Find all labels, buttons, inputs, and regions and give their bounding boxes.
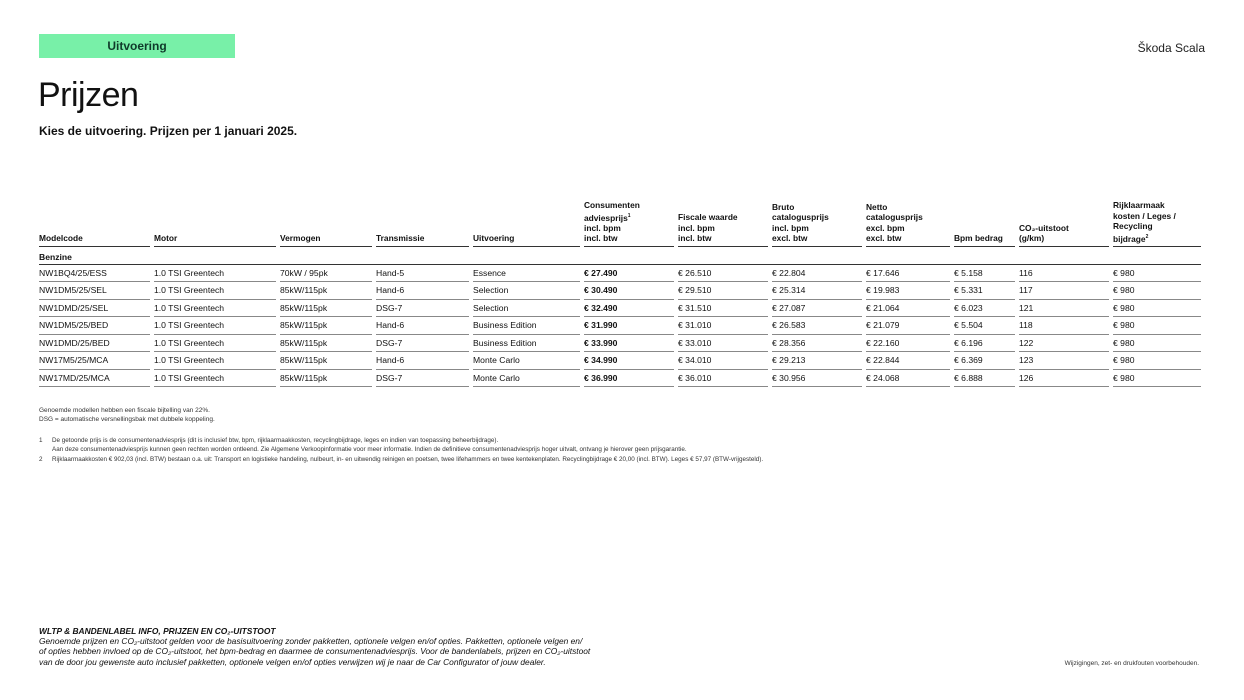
table-cell bbox=[154, 352, 280, 370]
table-cell bbox=[280, 282, 376, 300]
column-header-line: Rijklaarmaak bbox=[1113, 200, 1165, 210]
cell-value: 85kW/115pk bbox=[280, 370, 372, 388]
cell-value: € 980 bbox=[1113, 300, 1201, 318]
table-cell bbox=[376, 370, 473, 388]
table-cell bbox=[39, 335, 154, 353]
table-cell bbox=[772, 370, 866, 388]
table-cell bbox=[154, 370, 280, 388]
cell-value: Essence bbox=[473, 265, 580, 283]
page-subtitle: Kies de uitvoering. Prijzen per 1 januari 2025. bbox=[39, 124, 298, 138]
cell-value: € 31.990 bbox=[584, 317, 674, 335]
column-header-label bbox=[866, 202, 950, 247]
table-cell bbox=[376, 317, 473, 335]
cell-value: 85kW/115pk bbox=[280, 300, 372, 318]
table-row bbox=[39, 265, 1205, 283]
table-cell bbox=[1113, 370, 1205, 388]
cell-value: 70kW / 95pk bbox=[280, 265, 372, 283]
column-header bbox=[772, 200, 866, 250]
table-cell bbox=[473, 317, 584, 335]
table-cell bbox=[772, 335, 866, 353]
table-cell bbox=[1019, 300, 1113, 318]
column-header-label bbox=[678, 212, 768, 247]
cell-value: 116 bbox=[1019, 265, 1109, 283]
column-header bbox=[954, 200, 1019, 250]
footnote-ref: 2 bbox=[1145, 233, 1149, 240]
cell-value: € 6.196 bbox=[954, 335, 1015, 353]
cell-value: € 6.888 bbox=[954, 370, 1015, 388]
cell-value: Hand-6 bbox=[376, 352, 469, 370]
section-tab-label: Uitvoering bbox=[107, 39, 167, 53]
cell-value: € 32.490 bbox=[584, 300, 674, 318]
cell-value: € 980 bbox=[1113, 352, 1201, 370]
cell-value: € 28.356 bbox=[772, 335, 862, 353]
table-cell bbox=[39, 282, 154, 300]
cell-value: € 980 bbox=[1113, 265, 1201, 283]
group-row bbox=[39, 250, 1205, 265]
cell-value: Monte Carlo bbox=[473, 370, 580, 388]
cell-value: € 34.010 bbox=[678, 352, 768, 370]
cell-value: € 31.510 bbox=[678, 300, 768, 318]
table-cell bbox=[678, 352, 772, 370]
table-cell bbox=[954, 317, 1019, 335]
cell-value: NW1DMD/25/SEL bbox=[39, 300, 150, 318]
table-cell bbox=[866, 370, 954, 388]
table-cell bbox=[376, 265, 473, 283]
cell-value: 118 bbox=[1019, 317, 1109, 335]
table-cell bbox=[473, 352, 584, 370]
table-cell bbox=[39, 265, 154, 283]
table-cell bbox=[39, 352, 154, 370]
table-cell bbox=[584, 352, 678, 370]
cell-value: Hand-6 bbox=[376, 317, 469, 335]
wltp-line: van de door jou gewenste auto inclusief pakketten, optionele velgen en/of opties verwijzen wij je naar de Car Configurator of jouw dealer. bbox=[39, 656, 546, 667]
table-cell bbox=[154, 265, 280, 283]
cell-value: 117 bbox=[1019, 282, 1109, 300]
table-cell bbox=[154, 335, 280, 353]
cell-value: € 980 bbox=[1113, 370, 1201, 388]
cell-value: € 24.068 bbox=[866, 370, 950, 388]
cell-value: € 5.331 bbox=[954, 282, 1015, 300]
column-header bbox=[376, 200, 473, 250]
cell-value: 85kW/115pk bbox=[280, 282, 372, 300]
cell-value: Business Edition bbox=[473, 317, 580, 335]
table-cell bbox=[154, 317, 280, 335]
table-cell bbox=[280, 352, 376, 370]
column-header-label bbox=[154, 233, 276, 247]
column-header-label bbox=[1113, 200, 1201, 247]
table-cell bbox=[1113, 335, 1205, 353]
table-cell bbox=[584, 265, 678, 283]
table-cell bbox=[1019, 352, 1113, 370]
table-cell bbox=[866, 282, 954, 300]
table-cell bbox=[1113, 300, 1205, 318]
table-cell bbox=[1019, 282, 1113, 300]
cell-value: € 27.490 bbox=[584, 265, 674, 283]
cell-value: € 980 bbox=[1113, 335, 1201, 353]
cell-value: € 5.504 bbox=[954, 317, 1015, 335]
cell-value: € 6.023 bbox=[954, 300, 1015, 318]
cell-value: NW1DMD/25/BED bbox=[39, 335, 150, 353]
column-header-line: Bpm bedrag bbox=[954, 233, 1003, 244]
cell-value: € 30.490 bbox=[584, 282, 674, 300]
cell-value: DSG-7 bbox=[376, 370, 469, 388]
column-header-line: CO₂-uitstoot bbox=[1019, 222, 1069, 233]
column-header-label bbox=[584, 200, 674, 247]
cell-value: NW1BQ4/25/ESS bbox=[39, 265, 150, 283]
column-header-line: Consumenten bbox=[584, 200, 640, 210]
table-cell bbox=[280, 300, 376, 318]
column-header-line: incl. bpm bbox=[678, 222, 715, 233]
table-cell bbox=[678, 317, 772, 335]
cell-value: 85kW/115pk bbox=[280, 317, 372, 335]
price-table bbox=[39, 200, 1205, 387]
table-cell bbox=[866, 317, 954, 335]
table-cell bbox=[866, 335, 954, 353]
cell-value: € 980 bbox=[1113, 317, 1201, 335]
cell-value: € 31.010 bbox=[678, 317, 768, 335]
column-header-line: Netto bbox=[866, 201, 888, 212]
column-header bbox=[1019, 200, 1113, 250]
cell-value: € 33.010 bbox=[678, 335, 768, 353]
table-row bbox=[39, 317, 1205, 335]
column-header-line: kosten / Leges / bbox=[1113, 210, 1176, 221]
table-cell bbox=[39, 300, 154, 318]
cell-value: 1.0 TSI Greentech bbox=[154, 335, 276, 353]
column-header-line: excl. bpm bbox=[866, 222, 905, 233]
cell-value: € 26.510 bbox=[678, 265, 768, 283]
footnote-ref: 1 bbox=[627, 212, 631, 219]
cell-value: € 26.583 bbox=[772, 317, 862, 335]
cell-value: Business Edition bbox=[473, 335, 580, 353]
table-cell bbox=[866, 352, 954, 370]
table-cell bbox=[678, 300, 772, 318]
cell-value: € 6.369 bbox=[954, 352, 1015, 370]
cell-value: Hand-6 bbox=[376, 282, 469, 300]
column-header-line: catalogusprijs bbox=[772, 212, 829, 223]
column-header-line: adviesprijs$^1$ bbox=[584, 212, 631, 223]
footnote-line: Rijklaarmaakkosten € 902,03 (incl. BTW) bestaan o.a. uit: Transport en logistieke handeling, nulbeurt, in- en uitwendig reinigen en poetsen, twee lifehammers en twee kentekenplaten. Recyclingbijdrage € 20,00 (incl. BTW). Leges € 57,97 (BTW-vrijgesteld). bbox=[52, 455, 764, 463]
cell-value: € 21.064 bbox=[866, 300, 950, 318]
wltp-info bbox=[39, 626, 639, 667]
section-tab bbox=[39, 34, 235, 58]
table-cell bbox=[772, 300, 866, 318]
table-cell bbox=[772, 265, 866, 283]
column-header-label bbox=[39, 233, 150, 247]
cell-value: € 27.087 bbox=[772, 300, 862, 318]
column-header-label bbox=[1019, 223, 1109, 247]
table-cell bbox=[280, 317, 376, 335]
cell-value: € 22.804 bbox=[772, 265, 862, 283]
table-cell bbox=[866, 265, 954, 283]
column-header-line: incl. bpm bbox=[584, 222, 621, 233]
table-cell bbox=[954, 300, 1019, 318]
column-header-line: Vermogen bbox=[280, 233, 321, 244]
table-row bbox=[39, 370, 1205, 388]
cell-value: 85kW/115pk bbox=[280, 335, 372, 353]
footnote-line: De getoonde prijs is de consumentenadviesprijs (dit is inclusief btw, bpm, rijklaarmaakkosten, recyclingbijdrage, leges en indien van toepassing beheerbijdrage). bbox=[52, 437, 499, 444]
table-cell bbox=[1113, 282, 1205, 300]
cell-value: 126 bbox=[1019, 370, 1109, 388]
table-cell bbox=[772, 352, 866, 370]
table-cell bbox=[1113, 265, 1205, 283]
note-line: Genoemde modellen hebben een fiscale bijtelling van 22%. bbox=[39, 407, 210, 414]
disclaimer: Wijzigingen, zet- en drukfouten voorbehouden. bbox=[1064, 660, 1199, 667]
cell-value: € 29.213 bbox=[772, 352, 862, 370]
cell-value: Hand-5 bbox=[376, 265, 469, 283]
cell-value: Selection bbox=[473, 300, 580, 318]
cell-value: 123 bbox=[1019, 352, 1109, 370]
table-cell bbox=[473, 282, 584, 300]
column-header-line: catalogusprijs bbox=[866, 212, 923, 223]
table-row bbox=[39, 352, 1205, 370]
table-cell bbox=[154, 282, 280, 300]
cell-value: € 36.990 bbox=[584, 370, 674, 388]
column-header bbox=[1113, 200, 1205, 250]
table-cell bbox=[584, 370, 678, 388]
table-cell bbox=[772, 282, 866, 300]
table-cell bbox=[954, 352, 1019, 370]
wltp-heading: WLTP & BANDENLABEL INFO, PRIJZEN EN CO₂-UITSTOOT bbox=[39, 626, 276, 636]
table-cell bbox=[376, 282, 473, 300]
column-header-line: bijdrage$^2$ bbox=[1113, 233, 1149, 244]
table-cell bbox=[280, 265, 376, 283]
cell-value: 1.0 TSI Greentech bbox=[154, 352, 276, 370]
table-cell bbox=[376, 335, 473, 353]
column-header-line: excl. btw bbox=[772, 233, 808, 244]
brand-name: Škoda Scala bbox=[1137, 41, 1205, 55]
column-header bbox=[584, 200, 678, 250]
note-line: DSG = automatische versnellingsbak met dubbele koppeling. bbox=[39, 416, 215, 423]
cell-value: NW17M5/25/MCA bbox=[39, 352, 150, 370]
cell-value: 121 bbox=[1019, 300, 1109, 318]
column-header bbox=[473, 200, 584, 250]
table-row bbox=[39, 335, 1205, 353]
column-header-line: incl. btw bbox=[584, 233, 618, 244]
column-header bbox=[39, 200, 154, 250]
column-header bbox=[678, 200, 772, 250]
cell-value: NW1DM5/25/SEL bbox=[39, 282, 150, 300]
table-cell bbox=[954, 282, 1019, 300]
group-label: Benzine bbox=[39, 250, 1201, 265]
column-header-line: incl. bpm bbox=[772, 222, 809, 233]
cell-value: € 30.956 bbox=[772, 370, 862, 388]
table-cell bbox=[584, 282, 678, 300]
cell-value: € 33.990 bbox=[584, 335, 674, 353]
table-row bbox=[39, 282, 1205, 300]
footnote-number: 2 bbox=[39, 455, 43, 463]
table-cell bbox=[473, 300, 584, 318]
table-cell bbox=[678, 282, 772, 300]
column-header-line: Fiscale waarde bbox=[678, 212, 738, 223]
table-cell bbox=[866, 300, 954, 318]
table-cell bbox=[584, 317, 678, 335]
table-notes bbox=[39, 406, 215, 424]
table-cell bbox=[584, 335, 678, 353]
cell-value: Monte Carlo bbox=[473, 352, 580, 370]
cell-value: € 29.510 bbox=[678, 282, 768, 300]
column-header-label bbox=[280, 233, 372, 247]
column-header-line: Recycling bbox=[1113, 221, 1153, 231]
footnote-number: 1 bbox=[39, 437, 43, 444]
column-header-label bbox=[473, 233, 580, 247]
column-header-line: Modelcode bbox=[39, 233, 83, 244]
table-cell bbox=[1019, 370, 1113, 388]
table-cell bbox=[39, 317, 154, 335]
cell-value: 122 bbox=[1019, 335, 1109, 353]
cell-value: € 22.844 bbox=[866, 352, 950, 370]
page-title: Prijzen bbox=[38, 76, 139, 114]
cell-value: 1.0 TSI Greentech bbox=[154, 370, 276, 388]
table-cell bbox=[473, 335, 584, 353]
table-cell bbox=[954, 370, 1019, 388]
table-cell bbox=[376, 352, 473, 370]
table-cell bbox=[1019, 317, 1113, 335]
table-body bbox=[39, 265, 1205, 388]
cell-value: € 19.983 bbox=[866, 282, 950, 300]
table-cell bbox=[473, 370, 584, 388]
cell-value: DSG-7 bbox=[376, 335, 469, 353]
footnotes bbox=[39, 436, 1039, 464]
table-cell bbox=[1019, 335, 1113, 353]
cell-value: NW1DM5/25/BED bbox=[39, 317, 150, 335]
column-header bbox=[280, 200, 376, 250]
cell-value: € 36.010 bbox=[678, 370, 768, 388]
footnote-line: Aan deze consumentenadviesprijs kunnen geen rechten worden ontleend. Zie Algemene Verkoopinformatie voor meer informatie. Indien de definitieve consumentenadviesprijs hoger uitvalt, ontvang je hierover geen prijsgarantie. bbox=[52, 446, 687, 454]
cell-value: 1.0 TSI Greentech bbox=[154, 282, 276, 300]
column-header bbox=[866, 200, 954, 250]
cell-value: € 5.158 bbox=[954, 265, 1015, 283]
column-header-line: Uitvoering bbox=[473, 233, 515, 244]
table-row bbox=[39, 300, 1205, 318]
table-cell bbox=[1019, 265, 1113, 283]
table-cell bbox=[954, 265, 1019, 283]
table-cell bbox=[39, 370, 154, 388]
table-header-row bbox=[39, 200, 1205, 250]
table-cell bbox=[678, 370, 772, 388]
cell-value: 85kW/115pk bbox=[280, 352, 372, 370]
column-header-line: incl. btw bbox=[678, 233, 712, 244]
table-cell bbox=[280, 370, 376, 388]
table-cell bbox=[154, 300, 280, 318]
column-header-line: Motor bbox=[154, 233, 178, 244]
table-cell bbox=[954, 335, 1019, 353]
column-header-line: Bruto bbox=[772, 201, 795, 212]
table-cell bbox=[584, 300, 678, 318]
cell-value: 1.0 TSI Greentech bbox=[154, 300, 276, 318]
footnote bbox=[39, 436, 1039, 455]
cell-value: € 25.314 bbox=[772, 282, 862, 300]
column-header-label bbox=[954, 233, 1015, 247]
wltp-line: Genoemde prijzen en CO₂-uitstoot gelden voor de basisuitvoering zonder pakketten, optionele velgen en/of opties. Pakketten, optionele velgen en/ bbox=[39, 636, 583, 647]
table-cell bbox=[473, 265, 584, 283]
table-cell bbox=[280, 335, 376, 353]
cell-value: 1.0 TSI Greentech bbox=[154, 265, 276, 283]
cell-value: € 980 bbox=[1113, 282, 1201, 300]
table-cell bbox=[1113, 352, 1205, 370]
cell-value: € 17.646 bbox=[866, 265, 950, 283]
table-cell bbox=[1113, 317, 1205, 335]
cell-value: DSG-7 bbox=[376, 300, 469, 318]
table-cell bbox=[772, 317, 866, 335]
cell-value: Selection bbox=[473, 282, 580, 300]
table-cell bbox=[678, 265, 772, 283]
table-cell bbox=[376, 300, 473, 318]
cell-value: 1.0 TSI Greentech bbox=[154, 317, 276, 335]
footnote bbox=[39, 455, 1039, 464]
column-header-line: Transmissie bbox=[376, 233, 425, 244]
column-header-label bbox=[376, 233, 469, 247]
table-cell bbox=[678, 335, 772, 353]
cell-value: € 22.160 bbox=[866, 335, 950, 353]
wltp-line: of opties hebben invloed op de CO₂-uitstoot, het bpm-bedrag en daarmee de consumentenadviesprijs. Voor de bandenlabels, prijzen en CO₂-uitstoot bbox=[39, 646, 591, 657]
column-header-line: excl. btw bbox=[866, 233, 902, 244]
column-header bbox=[154, 200, 280, 250]
cell-value: € 21.079 bbox=[866, 317, 950, 335]
column-header-line: (g/km) bbox=[1019, 233, 1045, 244]
cell-value: € 34.990 bbox=[584, 352, 674, 370]
column-header-label bbox=[772, 202, 862, 247]
cell-value: NW17MD/25/MCA bbox=[39, 370, 150, 388]
